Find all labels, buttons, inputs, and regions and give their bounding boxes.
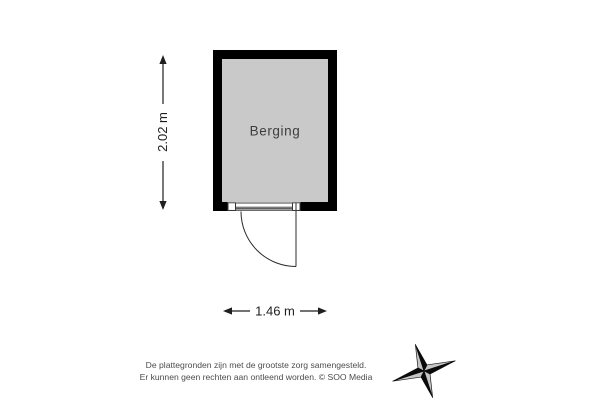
door-swing-arc: [241, 212, 296, 267]
compass-rose-icon: [384, 334, 464, 400]
dim-arrow-up-icon: [159, 55, 166, 64]
dim-arrow-right-icon: [318, 307, 327, 314]
room-berging: [218, 55, 333, 207]
dim-label-horizontal: 1.46 m: [255, 303, 295, 319]
dim-label-vertical: 2.02 m: [155, 112, 170, 152]
dimension-horizontal: [223, 304, 327, 319]
dim-arrow-down-icon: [159, 201, 166, 210]
disclaimer-line2: Er kunnen geen rechten aan ontleend worden. © SOO Media: [139, 372, 373, 382]
footer-disclaimer: [140, 360, 373, 382]
door-jamb-left: [228, 203, 236, 211]
dim-arrow-left-icon: [223, 307, 232, 314]
door: [228, 202, 301, 267]
room-label: Berging: [249, 123, 301, 139]
disclaimer-line1: De plattegronden zijn met de grootste zorg samengesteld.: [145, 360, 367, 370]
dimension-vertical: [155, 55, 170, 210]
